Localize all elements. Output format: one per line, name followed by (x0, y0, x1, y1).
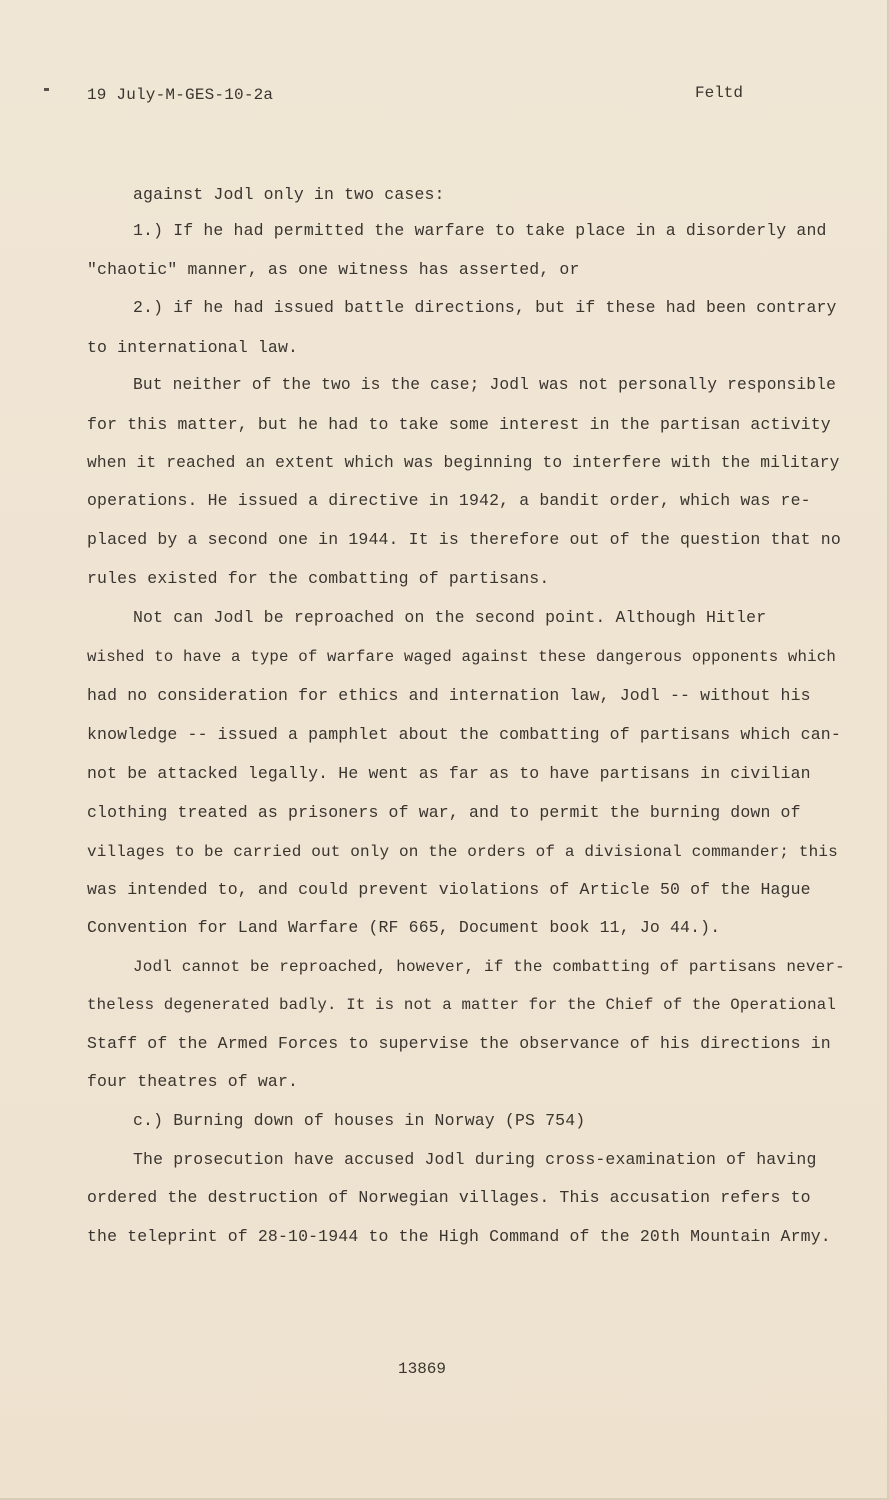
text-line: to international law. (87, 338, 299, 357)
text-line: villages to be carried out only on the orders of a divisional commander; this (87, 843, 838, 861)
text-line: theless degenerated badly. It is not a matter for the Chief of the Operational (87, 996, 836, 1014)
text-line: The prosecution have accused Jodl during cross-examination of having (133, 1150, 817, 1169)
text-line: against Jodl only in two cases: (133, 185, 445, 204)
text-line: But neither of the two is the case; Jodl was not personally responsible (133, 375, 837, 394)
text-line: 1.) If he had permitted the warfare to take place in a disorderly and (133, 221, 827, 240)
margin-mark (44, 88, 49, 91)
text-line: operations. He issued a directive in 1942, a bandit order, which was re- (87, 491, 811, 510)
text-line: clothing treated as prisoners of war, and to permit the burning down of (87, 803, 801, 822)
text-line: for this matter, but he had to take some interest in the partisan activity (87, 415, 831, 434)
typist-initials: Feltd (695, 84, 744, 102)
text-line: ordered the destruction of Norwegian villages. This accusation refers to (87, 1188, 811, 1207)
text-line: Staff of the Armed Forces to supervise the observance of his directions in (87, 1034, 831, 1053)
text-line: four theatres of war. (87, 1072, 299, 1091)
text-line: not be attacked legally. He went as far as to have partisans in civilian (87, 764, 811, 783)
text-line: had no consideration for ethics and internation law, Jodl -- without his (87, 686, 811, 705)
text-line: 2.) if he had issued battle directions, but if these had been contrary (133, 298, 837, 317)
text-line: the teleprint of 28-10-1944 to the High Command of the 20th Mountain Army. (87, 1227, 831, 1246)
page-number: 13869 (398, 1360, 447, 1378)
text-line: Jodl cannot be reproached, however, if the combatting of partisans never- (133, 958, 845, 976)
text-line: rules existed for the combatting of partisans. (87, 569, 550, 588)
document-reference: 19 July-M-GES-10-2a (87, 86, 274, 104)
text-line: wished to have a type of warfare waged against these dangerous opponents which (87, 648, 836, 666)
text-line: was intended to, and could prevent violations of Article 50 of the Hague (87, 880, 811, 899)
text-line: Not can Jodl be reproached on the second point. Although Hitler (133, 608, 767, 627)
text-line: knowledge -- issued a pamphlet about the combatting of partisans which can- (87, 725, 841, 744)
text-line: placed by a second one in 1944. It is therefore out of the question that no (87, 530, 841, 549)
text-line: when it reached an extent which was beginning to interfere with the military (87, 453, 840, 472)
text-line: Convention for Land Warfare (RF 665, Document book 11, Jo 44.). (87, 918, 721, 937)
section-heading: c.) Burning down of houses in Norway (PS 754) (133, 1111, 586, 1130)
text-line: "chaotic" manner, as one witness has asserted, or (87, 260, 580, 279)
